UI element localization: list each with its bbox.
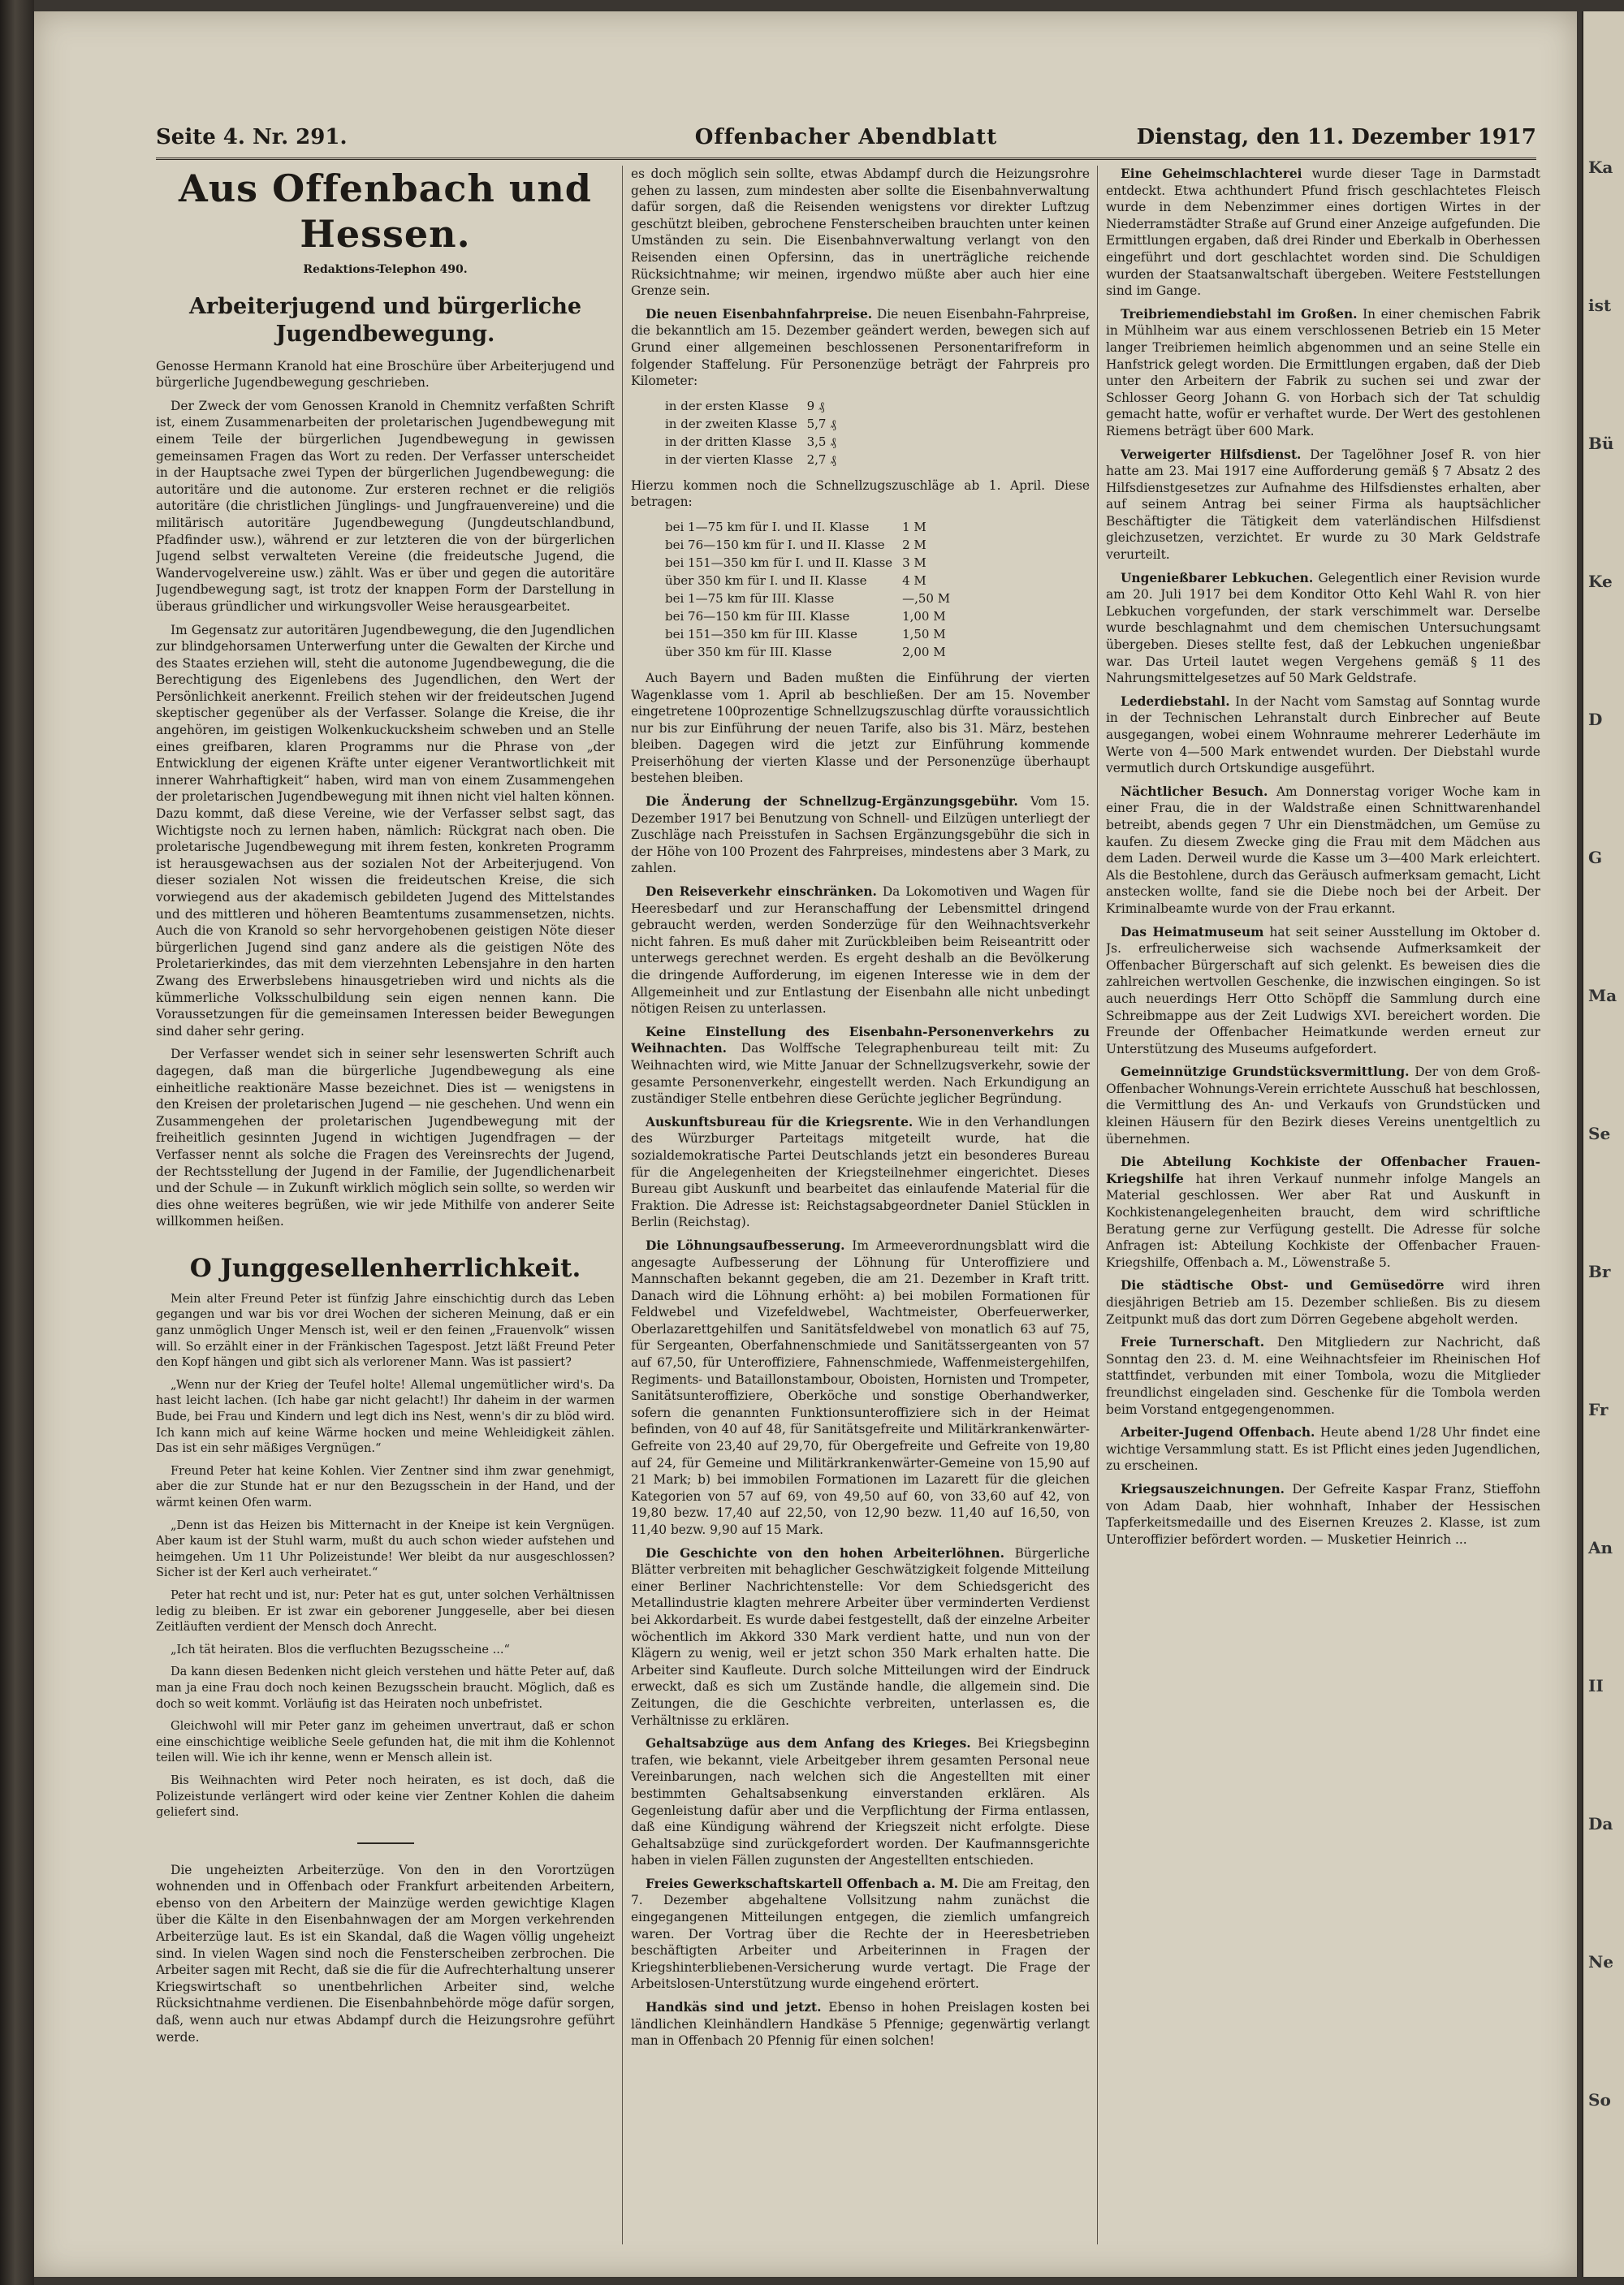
news-item — [1106, 306, 1540, 440]
adjacent-page-fragment: Ne — [1588, 1952, 1614, 1972]
item-heading: Den Reiseverkehr einschränken. — [646, 884, 877, 900]
item-heading: Handkäs sind und jetzt. — [646, 2000, 822, 2015]
table-cell: —,50 M — [902, 590, 951, 606]
page-number: Seite 4. Nr. 291. — [156, 125, 348, 149]
news-item — [631, 1999, 1090, 2050]
table-row — [665, 398, 844, 414]
table-row — [665, 537, 958, 553]
article-paragraph: Die ungeheizten Arbeiterzüge. Von den in den Vorortzügen wohnenden und in Offenbach oder Frankfurt arbeitenden Arbeitern, ebenso von den Arbeitern der Mainzüge werden gewichtige Klagen über die Kälte in den Eisenbahnwagen der am Morgen verkehrenden Arbeiterzüge laut. Es ist ein Skandal, daß die Wagen völlig ungeheizt sind. In vielen Wagen sind noch die Fensterscheiben zerbrochen. Die Arbeiter sagen mit Recht, daß sie die für die Aufrechterhaltung unserer Kriegswirtschaft so unentbehrlichen Arbeiter sind, welche Rücksichtnahme verdienen. Die Eisenbahnbehörde möge dafür sorgen, daß, wenn auch nur etwas Abdampf durch die Heizungsrohre geführt werde. — [156, 1862, 615, 2045]
article-title: Arbeiterjugend und bürgerliche Jugendbewegung. — [188, 293, 582, 347]
table-cell: über 350 km für III. Klasse — [665, 644, 832, 659]
news-item — [631, 1545, 1090, 1730]
adjacent-page-fragment: G — [1588, 848, 1603, 867]
adjacent-page-fragment: Da — [1588, 1814, 1613, 1834]
table-cell: 1 M — [902, 519, 926, 534]
item-heading: Lederdiebstahl. — [1121, 693, 1230, 709]
adjacent-page-fragment: Ka — [1588, 158, 1613, 177]
article-paragraph: Gleichwohl will mir Peter ganz im geheimen unvertraut, daß er schon eine einschichtige weibliche Seele gefunden hat, die mit ihm die Kohlennot teilen will. Wie ich ihr kenne, wenn er Mensch allein ist. — [156, 1720, 615, 1765]
item-heading: Ungenießbarer Lebkuchen. — [1121, 570, 1314, 585]
table-cell: bei 151—350 km für III. Klasse — [665, 626, 857, 641]
item-text: Die am Freitag, den 7. Dezember abgehaltene Vollsitzung nahm zunächst die eingegangenen Mitteilungen entgegen, die ziemlich umfangreich waren. Der Vortrag über die Rechte der in Heeresbetrieben beschäftigten Arbeiter und Arbeiterinnen in Fragen der Kriegshinterbliebenen-Versicherung wurde vertagt. Die Frage der Arbeitslosen-Unterstützung wurde eingehend erörtert. — [631, 1876, 1090, 1992]
news-item — [631, 1876, 1090, 1993]
table-row — [665, 644, 958, 660]
item-text: hat ihren Verkauf nunmehr infolge Mangels an Material geschlossen. Wer aber Rat und Auskunft in Kochkistenangelegenheiten braucht, dem wird schriftliche Beratung gerne zur Verfügung gestellt. Die Adresse für solche Anfragen ist: Abteilung Kochkiste der Offenbacher Frauen-Kriegshilfe, Offenbach a. M., Löwenstraße 5. — [1106, 1171, 1540, 1270]
news-item — [1106, 784, 1540, 918]
table-row — [665, 590, 958, 607]
item-heading: Arbeiter-Jugend Offenbach. — [1121, 1425, 1315, 1441]
table-cell: in der zweiten Klasse — [665, 416, 797, 431]
item-heading: Eine Geheimschlachterei — [1121, 166, 1302, 181]
article-paragraph: Genosse Hermann Kranold hat eine Broschüre über Arbeiterjugend und bürgerliche Jugendbewegung geschrieben. — [156, 358, 615, 391]
item-text: Der Tagelöhner Josef R. von hier hatte am 23. Mai 1917 eine Aufforderung gemäß § 7 Absatz 2 des Hilfsdienstgesetzes zur Aufnahme des Hilfsdienstes erhalten, aber auf seinem Antrag bei seiner Firma als hauptsächlicher Beschäftigter die Tätigkeit dem vaterländischen Hilfsdienst gleichzusetzen, verzichtet. Er wurde zu 30 Mark Geldstrafe verurteilt. — [1106, 447, 1540, 563]
table-row — [665, 434, 844, 450]
issue-date: Dienstag, den 11. Dezember 1917 — [1136, 125, 1536, 149]
item-heading: Keine Einstellung des Eisenbahn-Personenverkehrs zu Weihnachten. — [631, 1024, 1090, 1056]
adjacent-page-fragment: So — [1588, 2090, 1611, 2110]
column-rule-2 — [1097, 166, 1098, 2244]
section-masthead: Aus Offenbach und Hessen. — [179, 166, 592, 256]
table-row — [665, 519, 958, 535]
table-cell: 1,50 M — [902, 626, 946, 641]
item-text: Gelegentlich einer Revision wurde am 20. Juli 1917 bei dem Konditor Otto Kehl Wahl R. von hier Lebkuchen vorgefunden, der stark verschimmelt war. Derselbe wurde beschlagnahmt und dem chemischen Untersuchungsamt übergeben. Dieses stellte fest, daß der Lebkuchen ungenießbar war. Das Urteil lautet wegen Vergehens gemäß § 11 des Nahrungsmittelgesetzes auf 50 Mark Geldstrafe. — [1106, 570, 1540, 686]
article-title: O Junggesellenherrlichkeit. — [189, 1253, 581, 1283]
item-text: Der von dem Groß-Offenbacher Wohnungs-Verein errichtete Ausschuß hat beschlossen, die Vermittlung des An- und Verkaufs von Grundstücken und kleinen Häusern für den Bezirk dieses Vereins unentgeltlich zu übernehmen. — [1106, 1065, 1540, 1147]
column-3 — [1106, 166, 1540, 2253]
item-heading: Nächtlicher Besuch. — [1121, 784, 1268, 799]
table-cell: bei 151—350 km für I. und II. Klasse — [665, 555, 893, 570]
surcharge-table — [663, 517, 960, 662]
news-item — [1106, 1481, 1540, 1548]
item-heading: Die Änderung der Schnellzug-Ergänzungsgebühr. — [646, 794, 1018, 810]
table-cell: in der ersten Klasse — [665, 398, 788, 413]
item-text: Der Gefreite Kaspar Franz, Stieffohn von Adam Daab, hier wohnhaft, Inhaber der Hessischen Tapferkeitsmedaille und des Eisernen Kreuzes 2. Klasse, ist zum Unteroffizier befördert worden. — Musketier Heinrich ... — [1106, 1481, 1540, 1547]
adjacent-page-fragment: Br — [1588, 1262, 1611, 1281]
column-rule-1 — [622, 166, 623, 2244]
table-cell: in der vierten Klasse — [665, 451, 793, 467]
article-paragraph: Peter hat recht und ist, nur: Peter hat es gut, unter solchen Verhältnissen ledig zu bleiben. Er ist zwar ein geborener Junggeselle, aber bei diesen Zeitläuften verdient der Mensch doch Anrecht. — [156, 1588, 615, 1635]
item-heading: Das Heimatmuseum — [1121, 924, 1264, 939]
news-item — [631, 1735, 1090, 1869]
item-text: Bürgerliche Blätter verbreiten mit behaglicher Geschwätzigkeit folgende Mitteilung einer Berliner Nachrichtenstelle: Vor dem Schiedsgericht des Metallindustrie klagten mehrere Arbeiter über verminderten Verdienst bei Akkordarbeit. Es wurde dabei festgestellt, daß der einzelne Arbeiter wöchentlich im Akkord 330 Mark verdient hatte, und nun von der Klägern zu wenig, weil er jetzt schon 350 Mark erhalten hatte. Die Arbeiter sind Kaufleute. Durch solche Mitteilungen wird der Eindruck erweckt, daß es sich um Zustände handle, die allgemein sind. Die Zeitungen, die die Geschichte verbreiten, unterlassen es, die Verhältnisse zu erklären. — [631, 1545, 1090, 1728]
fare-table — [663, 396, 846, 469]
column-1 — [156, 166, 615, 2253]
table-cell: bei 1—75 km für III. Klasse — [665, 590, 835, 606]
item-text: Heute abend 1/28 Uhr findet eine wichtige Versammlung statt. Es ist Pflicht eines jeden Jugendlichen, zu erscheinen. — [1106, 1425, 1540, 1474]
item-text: wird ihren diesjährigen Betrieb am 15. Dezember schließen. Bis zu diesem Zeitpunkt muß das dort zum Dörren Gegebene abgeholt werden. — [1106, 1278, 1540, 1327]
item-text: In einer chemischen Fabrik in Mühlheim war aus einem verschlossenen Betrieb ein 15 Meter langer Treibriemen heimlich abgenommen und an seine Stelle ein Hanfstrick gelegt worden. Die Ermittlungen ergaben, daß der Dieb unter den Arbeitern der Fabrik zu suchen sei und zwar der Schlosser Georg Johann G. von Horbach sich der Tat schuldig gemacht hatte, wofür er verhaftet wurde. Der Wert des gestohlenen Riemens beträgt über 600 Mark. — [1106, 306, 1540, 438]
table-cell: in der dritten Klasse — [665, 434, 792, 449]
adjacent-page-fragment: An — [1588, 1538, 1613, 1557]
item-heading: Die städtische Obst- und Gemüsedörre — [1121, 1278, 1445, 1294]
table-cell: 9 ₰ — [806, 398, 825, 413]
column-2 — [631, 166, 1090, 2253]
item-heading: Die Abteilung Kochkiste der Offenbacher Frauen-Kriegshilfe — [1106, 1155, 1540, 1186]
item-text: Die neuen Eisenbahn-Fahrpreise, die bekanntlich am 15. Dezember geändert werden, bewegen sich auf Grund einer allgemeinen beschlossenen Personentarifreform in folgender Staffelung. Für Personenzüge beträgt der Fahrpreis pro Kilometer: — [631, 306, 1090, 389]
news-item — [1106, 166, 1540, 300]
table-cell: 4 M — [902, 572, 926, 588]
table-cell: über 350 km für I. und II. Klasse — [665, 572, 867, 588]
table-cell: 3 M — [902, 555, 926, 570]
adjacent-page-fragment: Ma — [1588, 986, 1618, 1005]
item-text: Vom 15. Dezember 1917 bei Benutzung von Schnell- und Eilzügen unterliegt der Zuschläge nach Preisstufen in Sachsen Ergänzungsgebühr die sich in der Höhe von 100 Prozent des Fahrpreises, mindestens aber 3 Mark, zu zahlen. — [631, 794, 1090, 876]
article-paragraph: Der Verfasser wendet sich in seiner sehr lesenswerten Schrift auch dagegen, daß man die bürgerliche Jugendbewegung als eine einheitliche reaktionäre Masse bezeichnet. Dies ist — wenigstens in den Kreisen der proletarischen Jugend — nie geschehen. Und wenn ein Zusammengehen der proletarischen Jugendbewegung mit der freiheitlich gesinnten Jugend in wichtigen Jugendfragen — der Verfasser nennt als solche die Fragen des Vereinsrechts der Jugend, der Rechtsstellung der Jugend in der Familie, der Jugendlichenarbeit und der Schule — in Zukunft wirklich möglich sein sollte, so werden wir dies ohne weiteres begrüßen, wie wir jede Mithilfe von anderer Seite willkommen heißen. — [156, 1047, 615, 1229]
news-item — [631, 1114, 1090, 1231]
adjacent-page-fragment: Bü — [1588, 434, 1614, 453]
news-item — [631, 1238, 1090, 1539]
article-paragraph: Bis Weihnachten wird Peter noch heiraten, es ist doch, daß die Polizeistunde verlängert wird oder keine vier Zentner Kohlen die daheim geliefert sind. — [156, 1773, 615, 1820]
news-item — [1106, 1334, 1540, 1418]
item-heading: Gemeinnützige Grundstücksvermittlung. — [1121, 1065, 1410, 1080]
adjacent-page-fragment: Se — [1588, 1124, 1611, 1143]
item-text: Da Lokomotiven und Wagen für Heeresbedarf und zur Heranschaffung der Lebensmittel dringend gebraucht werden, werden Sonderzüge für den Weihnachtsverkehr nicht fahren. Es muß daher mit Zurückbleiben beim Reiseantritt oder unterwegs gerechnet werden. Es ergeht deshalb an die Bevölkerung die dringende Aufforderung, im eigenen Interesse wie in dem der Allgemeinheit und zur Entlastung der Eisenbahn alle nicht unbedingt nötigen Reisen zu unterlassen. — [631, 884, 1090, 1017]
item-text: wurde dieser Tage in Darmstadt entdeckt. Etwa achthundert Pfund frisch geschlachtetes Fleisch wurde in dem Nebenzimmer eines dortigen Wirtes in der Niederramstädter Straße auf Grund einer Anzeige aufgefunden. Die Ermittlungen ergaben, daß drei Rinder und Eberkalb in Oberhessen eingeführt und dort geschlachtet worden sind. Die Schuldigen wurden der Staatsanwaltschaft übergeben. Weitere Feststellungen sind im Gange. — [1106, 166, 1540, 299]
newspaper-page — [34, 11, 1577, 2277]
news-item — [1106, 447, 1540, 564]
table-cell: bei 76—150 km für I. und II. Klasse — [665, 537, 885, 552]
item-heading: Die Löhnungsaufbesserung. — [646, 1238, 845, 1253]
table-row — [665, 608, 958, 624]
table-row — [665, 572, 958, 589]
item-heading: Freie Turnerschaft. — [1121, 1335, 1265, 1350]
table-row — [665, 416, 844, 432]
item-text: Im Armeeverordnungsblatt wird die angesagte Aufbesserung der Löhnung für Unteroffiziere und Mannschaften bekannt gegeben, die am 21. Dezember in Kraft tritt. Danach wird die Löhnung erhöht: a) bei mobilen Formationen für Feldwebel und Vizefeldwebel, Wachtmeister, Oberfeuerwerker, Oberlazarettgehilfen und Sanitätsfeldwebel von monatlich 63 auf 75, für Sergeanten, Oberfahnenschmiede und Sanitätssergeanten von 57 auf 67,50, für Unteroffiziere, Fahnenschmiede, Waffenmeistergehilfen, Regiments- und Bataillonstambour, Oboisten, Hornisten und Trompeter, Sanitätsunteroffiziere, Oberköche und sonstige Oberhandwerker, sofern die genannten Funktionsunteroffiziere sich in der Heimat befinden, von 40 auf 48, für Sanitätsgefreite und Militärkrankenwärter-Gefreite von 23,40 auf 29,70, für Obergefreite und Gefreite von 19,80 auf 24, für Gemeine und Militärkrankenwärter-Gemeine von 15,90 auf 21 Mark; b) bei immobilen Formationen im Lazarett für die gleichen Kategorien von 57 auf 69, von 49,50 auf 60, von 33,60 auf 42, von 19,80 bezw. 17,40 auf 22,50, von 12,90 bezw. 11,40 auf 16,50, von 11,40 bezw. 9,90 auf 15 Mark. — [631, 1238, 1090, 1537]
table-cell: 2 M — [902, 537, 926, 552]
item-heading: Verweigerter Hilfsdienst. — [1121, 447, 1302, 462]
item-heading: Die neuen Eisenbahnfahrpreise. — [646, 306, 873, 322]
news-item — [1106, 693, 1540, 777]
newspaper-name: Offenbacher Abendblatt — [694, 125, 998, 149]
article-paragraph: „Denn ist das Heizen bis Mitternacht in der Kneipe ist kein Vergnügen. Aber kaum ist der Stuhl warm, mußt du auch schon wieder aufstehen und heimgehen. Um 11 Uhr Polizeistunde! Wer bleibt da nur ausgeschlossen? Sicher ist der Kerl auch verheiratet.“ — [156, 1518, 615, 1580]
article-paragraph: Mein alter Freund Peter ist fünfzig Jahre einschichtig durch das Leben gegangen und war bis vor drei Wochen der sicheren Meinung, daß er ein ganz unmöglich Unger Mensch ist, weil er den feinen „Frauenvolk“ wissen will. So erzählt einer in der Fränkischen Tagespost. Jetzt läßt Freund Peter den Kopf hängen und gibt sich als verlorener Mann. Was ist passiert? — [156, 1292, 615, 1370]
news-item — [631, 883, 1090, 1017]
item-text: Hierzu kommen noch die Schnellzugszuschläge ab 1. April. Diese betragen: — [631, 477, 1090, 510]
article-paragraph: Freund Peter hat keine Kohlen. Vier Zentner sind ihm zwar genehmigt, aber die zur Stunde hat er nur den Bezugsschein in der Hand, und der wärmt keinen Ofen warm. — [156, 1464, 615, 1510]
article-paragraph: Da kann diesen Bedenken nicht gleich verstehen und hätte Peter auf, daß man ja eine Frau doch noch keinen Bezugsschein braucht. Möglich, daß es doch so weit kommt. Vorläufig ist das Heiraten noch unbefristet. — [156, 1665, 615, 1711]
adjacent-page-fragment: Ke — [1588, 572, 1613, 591]
item-text: Auch Bayern und Baden mußten die Einführung der vierten Wagenklasse vom 1. April ab beschließen. Der am 15. November eingetretene 100prozentige Schnellzugszuschlag dürfte voraussichtlich nur bis zur Einführung der neuen Tarife, also bis 31. März, bestehen bleiben. Dagegen wird die jetzt zur Einführung kommende Preiserhöhung der vierten Klasse und der Personenzüge überhaupt bestehen bleiben. — [631, 670, 1090, 786]
item-heading: Freies Gewerkschaftskartell Offenbach a. M. — [646, 1876, 959, 1891]
book-binding — [0, 0, 34, 2285]
article-paragraph: „Ich tät heiraten. Blos die verfluchten Bezugsscheine ...“ — [171, 1643, 510, 1657]
adjacent-page-fragment: Fr — [1588, 1400, 1609, 1419]
adjacent-page-edge — [1582, 11, 1624, 2277]
editorial-phone: Redaktions-Telephon 490. — [303, 263, 468, 276]
table-row — [665, 555, 958, 571]
item-heading: Treibriemendiebstahl im Großen. — [1121, 306, 1358, 322]
page-header — [156, 125, 1536, 160]
news-item — [631, 1024, 1090, 1108]
adjacent-page-fragment: ist — [1588, 296, 1612, 315]
item-text: Am Donnerstag voriger Woche kam in einer Frau, die in der Waldstraße einen Schnittwarenhandel betreibt, abends gegen 7 Uhr ein Dienstmädchen, um Gemüse zu kaufen. Zu diesem Zwecke ging die Frau mit dem Mädchen aus dem Laden. Derweil wurde die Kasse um 3—400 Mark erleichtert. Als die Bestohlene, durch das Geräusch aufmerksam gemacht, Licht anstecken wollte, fand sie die Diebe noch bei der Arbeit. Der Kriminalbeamte wurde von der Frau erkannt. — [1106, 784, 1540, 916]
table-cell: 1,00 M — [902, 608, 946, 624]
item-heading: Gehaltsabzüge aus dem Anfang des Krieges. — [646, 1736, 971, 1752]
article-paragraph: Im Gegensatz zur autoritären Jugendbewegung, die den Jugendlichen zur blindgehorsamen Unterwerfung unter die Gewalten der Kirche und des Staates erziehen will, steht die autonome Jugendbewegung, die die Berechtigung des Eigenlebens des Jugendlichen, den Wert der Persönlichkeit anerkennt. Freilich stehen wir der freideutschen Jugend skeptischer gegenüber als der Verfasser. Solange die Kreise, die ihr angehören, im geistigen Wolkenkuckucksheim schweben und an Stelle eines greifbaren, klaren Programms nur die Phrase von „der Entwicklung der eigenen Kräfte unter eigener Verantwortlichkeit mit innerer Wahrhaftigkeit“ haben, wird man von einem Zusammengehen der proletarischen Jugendbewegung mit ihnen nicht viel halten können. Dazu kommt, daß diese Vereine, wie der Verfasser selbst sagt, das Wichtigste noch zu lernen haben, nämlich: Rückgrat nach oben. Die proletarische Jugendbewegung mit ihrem festen, konkreten Programm ist herausgewachsen aus der sozialen Not der Arbeiterjugend. Von dieser sozialen Not wissen die freideutschen Kreise, die sich vorwiegend aus der akademisch gebildeten Jugend des Mittelstandes und des mittleren und höheren Beamtentums zusammensetzen, nichts. Auch die von Kranold so sehr hervorgehobenen geistigen Nöte dieser bürgerlichen Jugend sind ganz andere als die geistigen Nöte des Proletarierkindes, das mit dem vierzehnten Lebensjahre in den harten Zwang des Erwerbslebens hinausgetrieben wird und nichts als die kümmerliche Volksschulbildung sein eigen nennen kann. Die Voraussetzungen für die gemeinsamen Interessen beider Bewegungen sind daher sehr gering. — [156, 622, 615, 1039]
item-heading: Auskunftsbureau für die Kriegsrente. — [646, 1114, 914, 1130]
news-item — [1106, 1154, 1540, 1271]
section-divider — [357, 1842, 414, 1844]
item-heading: Die Geschichte von den hohen Arbeiterlöhnen. — [646, 1545, 1004, 1561]
table-cell: 2,7 ₰ — [806, 451, 836, 467]
item-text: Das Wolffsche Telegraphenbureau teilt mit: Zu Weihnachten wird, wie Mitte Januar der Schnellzugsverkehr, sowie der gesamte Personenverkehr, eingestellt werden. Nach Erkundigung an zuständiger Stelle entbehren diese Gerüchte jeglicher Begründung. — [631, 1041, 1090, 1107]
table-cell: 3,5 ₰ — [806, 434, 836, 449]
news-item — [1106, 924, 1540, 1058]
article-paragraph: Der Zweck der vom Genossen Kranold in Chemnitz verfaßten Schrift ist, einem Zusammenarbeiten der proletarischen Jugendbewegung mit einem Teile der bürgerlichen Jugendbewegung in gewissen gemeinsamen Fragen das Wort zu reden. Der Verfasser unterscheidet in der Hauptsache zwei Typen der bürgerlichen Jugendbewegung: die autoritäre und die autonome. Zur ersteren rechnet er die religiös autoritäre (die christlichen Jünglings- und Jungfrauenvereine) und die militärisch autoritäre Jugendbewegung (Jungdeutschlandbund, Pfadfinder usw.), während er zur letzteren die von der bürgerlichen Jugend selbst verwalteten Vereine (die freideutsche Jugend, die Wandervogelvereine usw.) zählt. Was er über und gegen die autoritäre Jugendbewegung sagt, ist trotz der knappen Form der Darstellung in überaus gründlicher und wirkungsvoller Weise herausgearbeitet. — [156, 398, 615, 614]
table-cell: bei 76—150 km für III. Klasse — [665, 608, 850, 624]
item-heading: Kriegsauszeichnungen. — [1121, 1481, 1285, 1497]
item-text: Ebenso in hohen Preislagen kosten bei ländlichen Kleinhändlern Handkäse 5 Pfennige; gegenwärtig verlangt man in Offenbach 20 Pfennig für einen solchen! — [631, 2000, 1090, 2049]
news-item — [1106, 1277, 1540, 1328]
news-item — [631, 793, 1090, 877]
item-text: Den Mitgliedern zur Nachricht, daß Sonntag den 23. d. M. eine Weihnachtsfeier im Rheinischen Hof stattfindet, verbunden mit einer Tombola, wozu die Mitglieder freundlichst eingeladen sind. Geschenke für die Tombola werden beim Vorstand entgegengenommen. — [1106, 1335, 1540, 1417]
table-cell: 5,7 ₰ — [806, 416, 836, 431]
table-cell: 2,00 M — [902, 644, 946, 659]
item-text: Wie in den Verhandlungen des Würzburger Parteitags mitgeteilt wurde, hat die sozialdemokratische Partei Deutschlands jetzt ein besonderes Bureau für die Angelegenheiten der Kriegsteilnehmer eingerichtet. Dieses Bureau gibt Auskunft und bearbeitet das einlaufende Material für die Fraktion. Die Adresse ist: Reichstagsabgeordneter Daniel Stücklen in Berlin (Reichstag). — [631, 1114, 1090, 1230]
continued-paragraph: es doch möglich sein sollte, etwas Abdampf durch die Heizungsrohre gehen zu lassen, zum mindesten aber sollte die Eisenbahnverwaltung dafür sorgen, daß die Reisenden wenigstens vor direkter Luftzug geschützt bleiben, gebrochene Fensterscheiben brauchten unter keinen Umständen zu sein. Die Eisenbahnverwaltung verlangt von den Reisenden einen Opfersinn, das in unerträgliche reichende Rücksichtnahme; wir meinen, irgendwo müßte aber auch hier eine Grenze sein. — [631, 166, 1090, 299]
item-text: Bei Kriegsbeginn trafen, wie bekannt, viele Arbeitgeber ihrem gesamten Personal neue Vereinbarungen, nach welchen sich die Angestellten mit einer bestimmten Gehaltsabsenkung einverstanden erklären. Als Gegenleistung dafür aber und die Verpflichtung der Firma entlassen, daß eine Kündigung während der Kriegszeit nicht erfolgte. Diese Gehaltsabzüge sind zurückgefordert worden. Der Kaufmannsgerichte haben in vielen Fällen zugunsten der Angestellten entschieden. — [631, 1736, 1090, 1868]
item-text: In der Nacht vom Samstag auf Sonntag wurde in der Technischen Lehranstalt durch Einbrecher auf Beute ausgegangen, wobei einem Wohnraume mehrerer Lederhäute im Werte von 4—500 Mark entwendet wurden. Der Diebstahl wurde vermutlich durch Ortskundige ausgeführt. — [1106, 693, 1540, 776]
item-text: hat seit seiner Ausstellung im Oktober d. Js. erfreulicherweise sich wachsende Aufmerksamkeit der Offenbacher Bürgerschaft auf sich gelenkt. Es beweisen dies die zahlreichen wertvollen Geschenke, die inzwischen eingingen. So ist auch neuerdings Herr Otto Schöpff die Sammlung durch eine Schreibmappe aus der Zeit Ludwigs XVI. bereichert worden. Die Freunde der Offenbacher Heimatkunde werden erneut zur Unterstützung des Museums aufgefordert. — [1106, 924, 1540, 1056]
adjacent-page-fragment: II — [1588, 1676, 1604, 1695]
table-row — [665, 626, 958, 642]
news-item — [1106, 1424, 1540, 1475]
news-item — [1106, 1064, 1540, 1147]
table-cell: bei 1—75 km für I. und II. Klasse — [665, 519, 870, 534]
table-row — [665, 451, 844, 468]
news-item — [1106, 570, 1540, 687]
adjacent-page-fragment: D — [1588, 710, 1603, 729]
article-paragraph: „Wenn nur der Krieg der Teufel holte! Allemal ungemütlicher wird's. Da hast leicht lachen. (Ich habe gar nicht gelacht!) Ihr daheim in der warmen Bude, bei Frau und Kindern und legt dich ins Nest, wenn's dir zu blöd wird. Ich kann mich auf keine Wärme hocken und meine Wehleidigkeit zählen. Das ist ein sehr mäßiges Vergnügen.“ — [156, 1378, 615, 1456]
